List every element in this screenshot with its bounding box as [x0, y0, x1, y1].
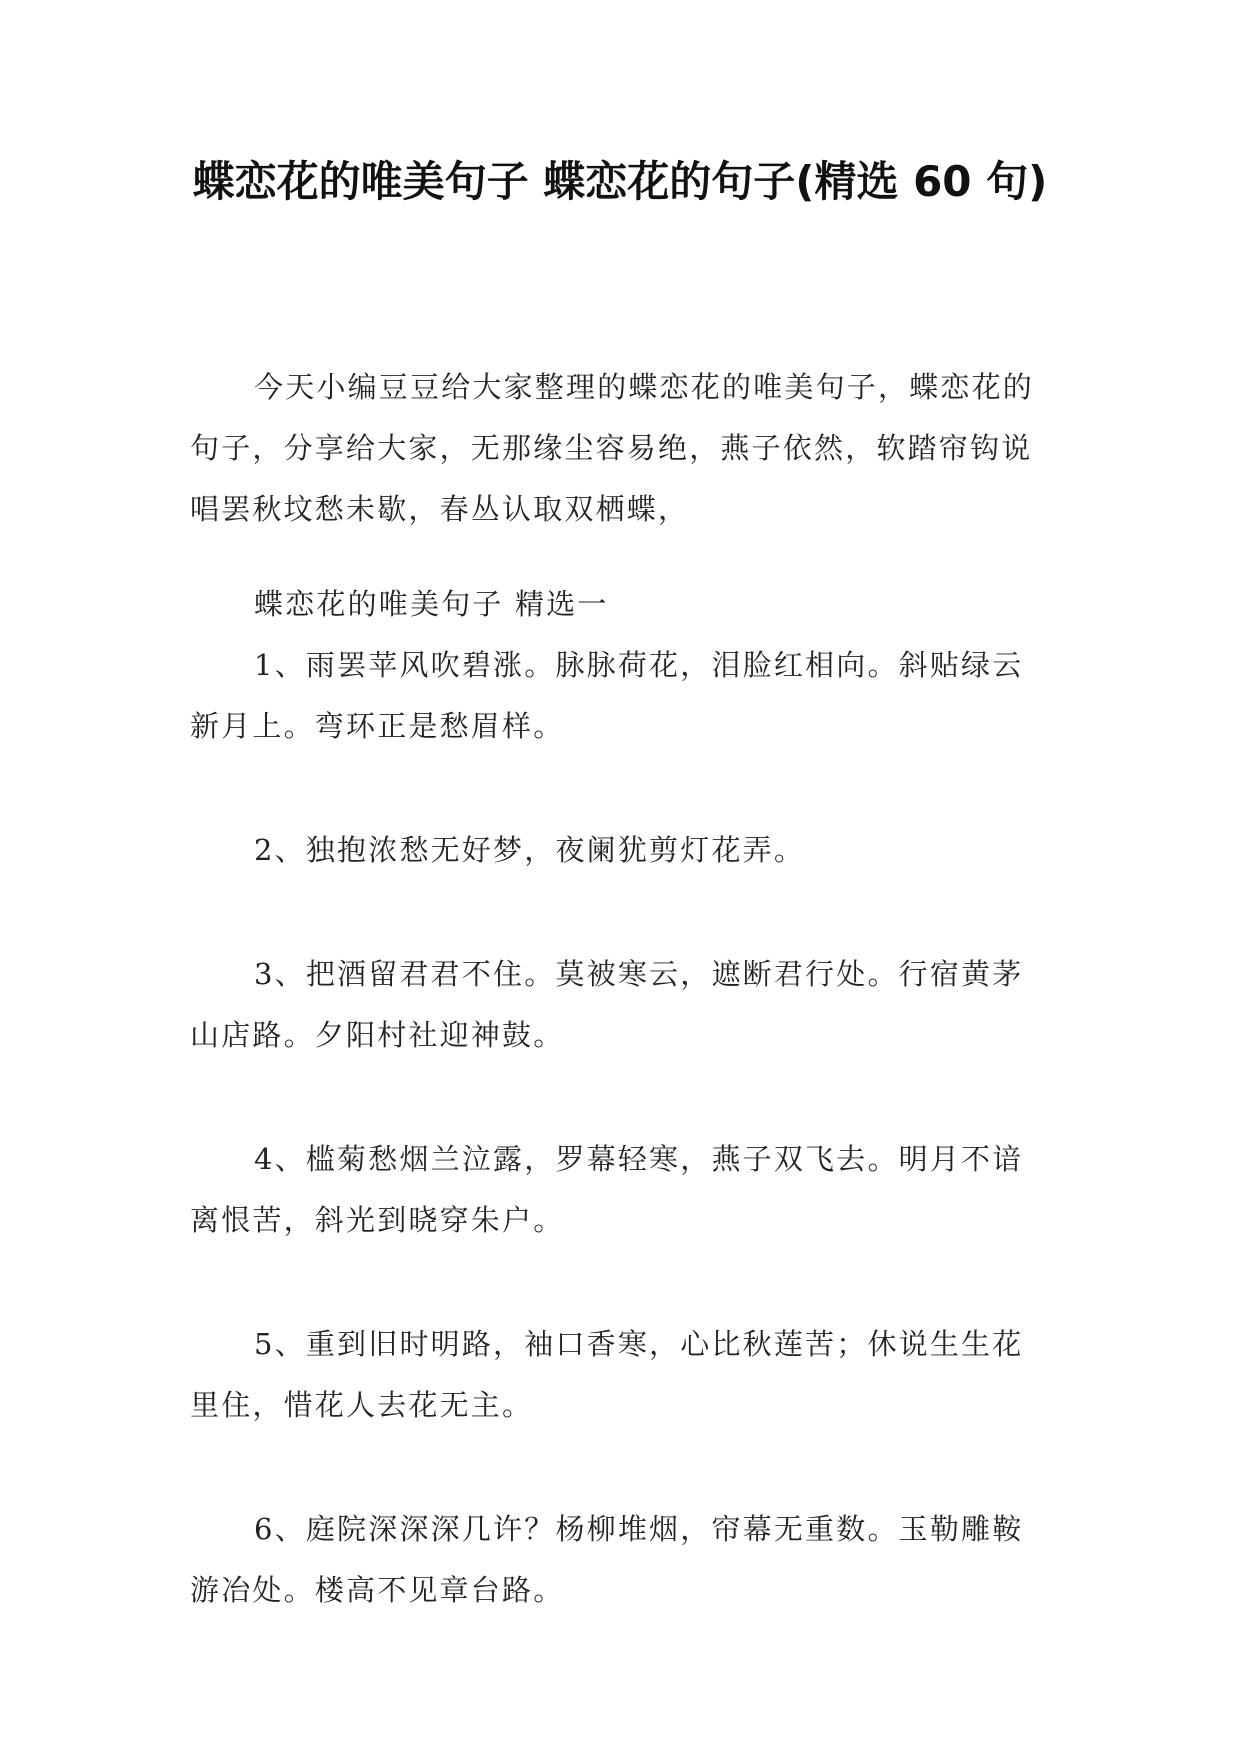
spacer	[190, 1251, 1052, 1314]
document-body	[190, 357, 1052, 1621]
section-heading: 蝶恋花的唯美句子 精选一	[254, 587, 609, 621]
list-item: 5、重到旧时明路，袖口香寒，心比秋莲苦；休说生生花里住，惜花人去花无主。	[190, 1327, 1024, 1422]
spacer	[190, 540, 1052, 574]
spacer	[190, 1066, 1052, 1129]
list-item: 6、庭院深深深几许？杨柳堆烟，帘幕无重数。玉勒雕鞍游冶处。楼高不见章台路。	[190, 1512, 1024, 1607]
spacer	[190, 881, 1052, 944]
list-item: 3、把酒留君君不住。莫被寒云，遮断君行处。行宿黄茅山店路。夕阳村社迎神鼓。	[190, 957, 1024, 1052]
list-item: 4、槛菊愁烟兰泣露，罗幕轻寒，燕子双飞去。明月不谙离恨苦，斜光到晓穿朱户。	[190, 1142, 1024, 1237]
list-item: 1、雨罢苹风吹碧涨。脉脉荷花，泪脸红相向。斜贴绿云新月上。弯环正是愁眉样。	[190, 648, 1024, 743]
page-title: 蝶恋花的唯美句子 蝶恋花的句子(精选 60 句)	[192, 157, 1048, 206]
list-item: 2、独抱浓愁无好梦，夜阑犹剪灯花弄。	[254, 833, 806, 867]
spacer	[190, 757, 1052, 820]
intro-paragraph: 今天小编豆豆给大家整理的蝶恋花的唯美句子，蝶恋花的句子，分享给大家，无那缘尘容易绝，燕子依然，软踏帘钩说唱罢秋坟愁未歇，春丛认取双栖蝶，	[190, 370, 1035, 526]
spacer	[190, 1436, 1052, 1499]
